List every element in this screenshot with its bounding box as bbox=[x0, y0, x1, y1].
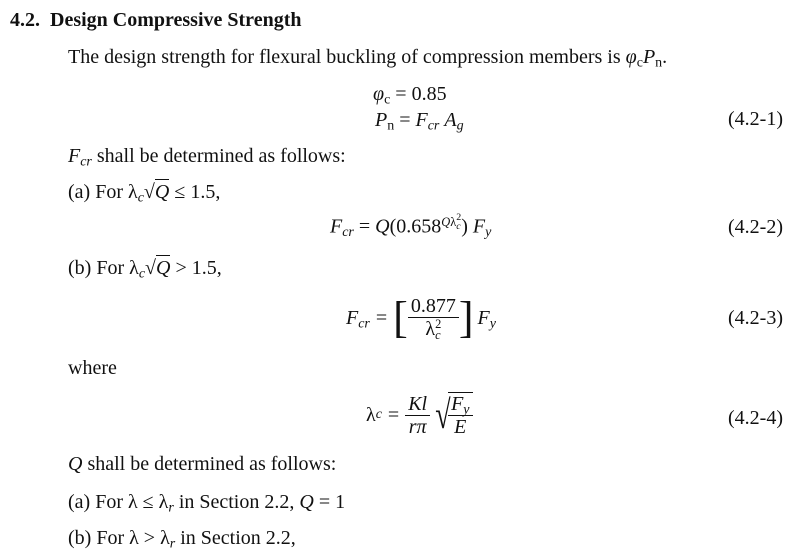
q-case-b-sub: r bbox=[169, 536, 176, 552]
eq4-fy-sub: y bbox=[463, 402, 470, 418]
eq4-sqrt-symbol: √ bbox=[435, 392, 451, 437]
q-case-a-sub: r bbox=[168, 500, 174, 516]
eq3-den-sub: c bbox=[435, 328, 441, 343]
eq3-equals: = bbox=[375, 307, 388, 329]
eq2-q: Q bbox=[375, 215, 390, 238]
case-b-q: Q bbox=[156, 257, 171, 279]
q-sentence bbox=[68, 452, 336, 476]
eq-number-4-2-1: (4.2-1) bbox=[728, 108, 783, 130]
eq-lambda-c: λ c = $\frac{Kl}{r\pi}$ √ $\frac{F_y}{E}$ bbox=[366, 384, 473, 446]
q-text: shall be determined as follows: bbox=[87, 453, 337, 475]
eq1-phi-sub: c bbox=[384, 92, 391, 108]
section-title: Design Compressive Strength bbox=[50, 9, 302, 31]
phi-subscript: c bbox=[636, 55, 643, 71]
q-case-b bbox=[68, 526, 296, 550]
eq3-fraction bbox=[408, 295, 459, 342]
p-subscript: n bbox=[655, 55, 663, 71]
q-case-b-rest: in Section 2.2, bbox=[180, 527, 296, 549]
case-a-sub: c bbox=[137, 190, 144, 206]
eq2-exp-sup: 2 bbox=[456, 212, 462, 223]
case-b-rest: > 1.5, bbox=[175, 257, 222, 279]
q-symbol: Q bbox=[68, 453, 83, 475]
eq1-a: A bbox=[444, 109, 457, 131]
eq3-bracket-open: [ bbox=[393, 293, 408, 342]
eq3-f: F bbox=[346, 307, 359, 329]
sqrt-symbol: √ bbox=[145, 257, 157, 279]
eq3-numerator: 0.877 bbox=[408, 295, 459, 318]
eq4-lambda: λ bbox=[366, 404, 376, 426]
eq-fcr-elastic bbox=[346, 288, 496, 348]
eq4-sqrt-denominator: E bbox=[454, 416, 467, 438]
eq-number-4-2-4: (4.2-4) bbox=[728, 407, 783, 429]
eq1-a-sub: g bbox=[456, 118, 464, 134]
intro-sentence bbox=[68, 45, 667, 69]
phi-symbol: φ bbox=[625, 46, 637, 68]
eq2-exp-lambda: λ bbox=[450, 214, 457, 229]
eq-phi-c bbox=[373, 82, 447, 106]
eq2-fy: F bbox=[472, 215, 486, 238]
eq-number-4-2-2: (4.2-2) bbox=[728, 216, 783, 238]
eq2-fy-sub: y bbox=[485, 225, 492, 241]
eq-number-4-2-3: (4.2-3) bbox=[728, 307, 783, 329]
eq-fcr-inelastic bbox=[330, 214, 491, 239]
eq3-fy-sub: y bbox=[489, 316, 496, 332]
eq2-close: ) bbox=[461, 215, 468, 238]
fcr-f: F bbox=[68, 145, 81, 167]
eq4-sqrt-fraction bbox=[448, 392, 472, 438]
q-case-a bbox=[68, 490, 345, 514]
q-case-a-q: Q bbox=[299, 491, 314, 513]
q-case-a-prefix: (a) For λ ≤ λ bbox=[68, 491, 169, 513]
eq2-equals: = bbox=[358, 215, 371, 238]
eq3-den-lambda: λ bbox=[425, 317, 436, 340]
fcr-text: shall be determined as follows: bbox=[96, 145, 346, 167]
q-case-a-rest: = 1 bbox=[318, 491, 346, 513]
p-symbol: P bbox=[642, 46, 656, 68]
case-a-q: Q bbox=[154, 181, 170, 203]
case-a-rest: ≤ 1.5, bbox=[174, 181, 221, 203]
eq1-f: F bbox=[415, 109, 428, 131]
eq4-sqrt-numerator bbox=[448, 393, 472, 416]
eq2-f-sub: cr bbox=[342, 225, 354, 241]
fcr-sentence bbox=[68, 144, 346, 168]
eq2-open: (0.658 bbox=[389, 215, 442, 238]
eq3-den-sup: 2 bbox=[435, 316, 442, 331]
intro-period: . bbox=[662, 46, 668, 68]
fcr-sub: cr bbox=[80, 154, 92, 170]
eq2-f: F bbox=[330, 215, 343, 238]
eq1-equals: = bbox=[399, 109, 411, 131]
eq4-fraction bbox=[405, 393, 430, 438]
eq3-f-sub: cr bbox=[358, 316, 370, 332]
eq4-numerator: Kl bbox=[405, 393, 430, 416]
eq3-denominator bbox=[408, 318, 459, 342]
eq2-exp-sub: c bbox=[456, 220, 461, 232]
case-b-sub: c bbox=[138, 266, 146, 282]
eq4-equals: = bbox=[387, 404, 400, 426]
eq1-phi-value: = 0.85 bbox=[395, 83, 447, 105]
eq1-p: P bbox=[375, 109, 388, 131]
case-b-prefix: (b) For λ bbox=[68, 257, 139, 279]
eq4-fy: F bbox=[451, 393, 464, 415]
section-number: 4.2. bbox=[10, 9, 40, 31]
eq3-bracket-close: ] bbox=[458, 293, 474, 342]
q-case-b-prefix: (b) For λ > λ bbox=[68, 527, 170, 549]
case-b-condition bbox=[68, 256, 222, 280]
eq-pn bbox=[375, 108, 464, 132]
eq3-fy: F bbox=[477, 307, 490, 329]
sqrt-symbol: √ bbox=[143, 181, 155, 203]
eq1-f-sub: cr bbox=[427, 118, 440, 134]
section-heading bbox=[10, 9, 301, 32]
q-case-a-middle: in Section 2.2, bbox=[178, 491, 295, 513]
eq1-p-sub: n bbox=[387, 118, 395, 134]
intro-text: The design strength for flexural buckling of compression members is bbox=[68, 46, 621, 68]
case-a-prefix: (a) For λ bbox=[68, 181, 138, 203]
eq2-exp-q: Q bbox=[441, 214, 451, 229]
where-label: where bbox=[68, 357, 117, 379]
eq1-phi: φ bbox=[373, 83, 385, 105]
eq4-denominator: rπ bbox=[408, 415, 427, 438]
case-a-condition bbox=[68, 180, 220, 204]
